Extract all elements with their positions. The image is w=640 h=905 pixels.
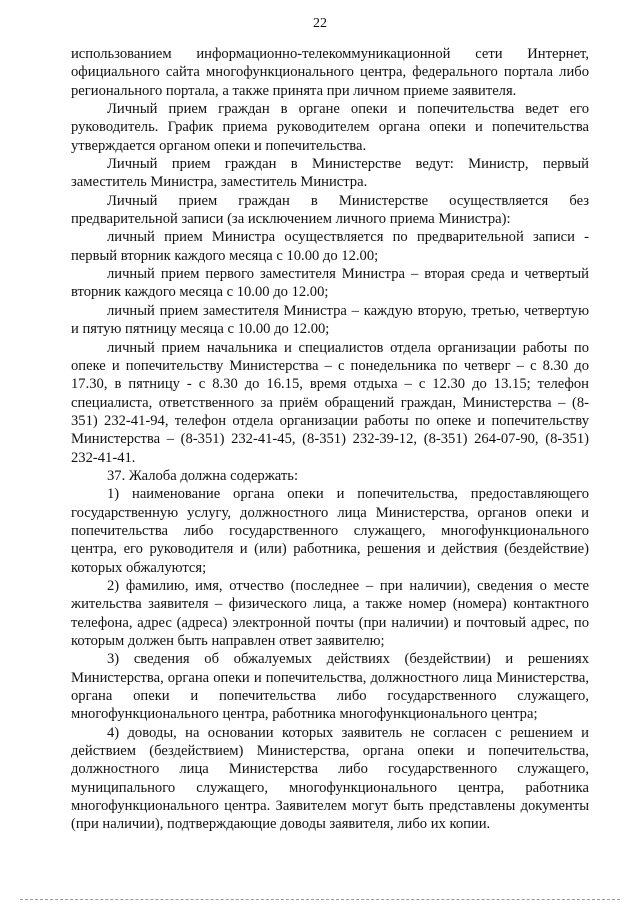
paragraph-department-schedule-phones: личный прием начальника и специалистов отдела организации работы по опеке и попечительству Министерства – с понедельника по четверг – с 8.30 до 17.30, в пятницу - с 8.30 до 16.15, время отдыха – с 12.30 до 13.15; телефон специалиста, ответственного за приём обращений граждан, Министерства – (8-351) 232-41-94, телефон отдела организации работы по опеке и попечительству Министерства – (8-351) 232-41-45, (8-351) 232-39-12, (8-351) 264-07-90, (8-351) 232-41-41. — [71, 339, 589, 466]
paragraph-continuation: использованием информационно-телекоммуникационной сети Интернет, официального сайта многофункционального центра, федерального портала либо регионального портала, а также принята при личном приеме заявителя. — [71, 46, 589, 99]
paragraph-complaint-heading: 37. Жалоба должна содержать: — [107, 467, 298, 484]
paragraph-deputy-schedule: личный прием заместителя Министра – каждую вторую, третью, четвертую и пятую пятницу месяца с 10.00 до 12.00; — [71, 302, 589, 338]
paragraph-complaint-item-1: 1) наименование органа опеки и попечительства, предоставляющего государственную услугу, должностного лица Министерства, органов опеки и попечительства либо государственного служащего, многофункционального центра, его руководителя и (или) работника, решения и действия (бездействие) которых обжалуются; — [71, 486, 589, 576]
paragraph-guardianship-reception: Личный прием граждан в органе опеки и попечительства ведет его руководитель. График приема руководителем органа опеки и попечительства утверждается органом опеки и попечительства. — [71, 101, 589, 154]
paragraph-minister-schedule: личный прием Министра осуществляется по предварительной записи - первый вторник каждого месяца с 10.00 до 12.00; — [71, 229, 589, 264]
paragraph-complaint-item-2: 2) фамилию, имя, отчество (последнее – при наличии), сведения о месте жительства заявителя – физического лица, а также номер (номера) контактного телефона, адрес (адреса) электронной почты (при наличии) и почтовый адрес, по которым должен быть направлен ответ заявителю; — [71, 577, 589, 649]
paragraph-first-deputy-schedule: личный прием первого заместителя Министра – вторая среда и четвертый вторник каждого месяца с 10.00 до 12.00; — [71, 266, 589, 301]
paragraph-ministry-reception-officials: Личный прием граждан в Министерстве ведут: Министр, первый заместитель Министра, заместитель Министра. — [71, 156, 589, 191]
paragraph-complaint-item-4: 4) доводы, на основании которых заявитель не согласен с решением и действием (бездействием) Министерства, органа опеки и попечительства, должностного лица Министерства либо государственного служащего, муниципального служащего, многофункционального центра, работника многофункционального центра. Заявителем могут быть представлены документы (при наличии), подтверждающие доводы заявителя, либо их копии. — [71, 724, 589, 833]
page-number: 22 — [313, 16, 327, 31]
document-body — [71, 45, 589, 834]
page-bottom-rule — [20, 899, 620, 900]
paragraph-complaint-item-3: 3) сведения об обжалуемых действиях (бездействии) и решениях Министерства, органа опеки и попечительства, должностного лица Министерства, органа опеки и попечительства либо государственного служащего, многофункционального центра, работника многофункционального центра; — [71, 651, 589, 723]
paragraph-ministry-reception-no-appointment: Личный прием граждан в Министерстве осуществляется без предварительной записи (за исключением личного приема Министра): — [71, 192, 589, 228]
